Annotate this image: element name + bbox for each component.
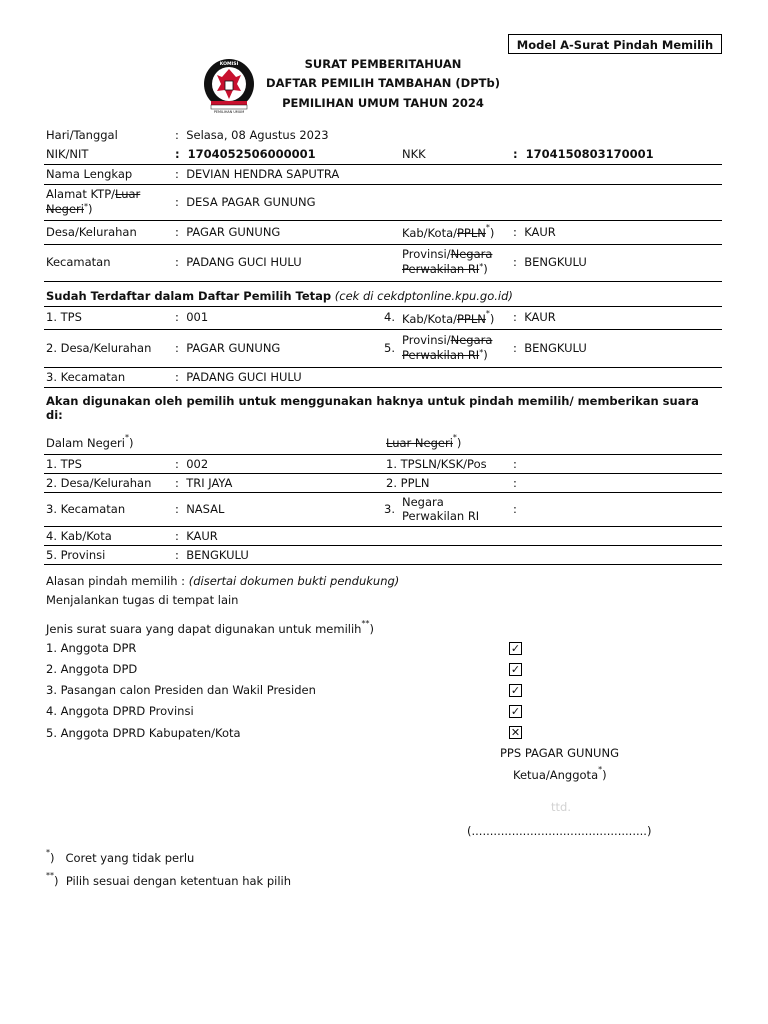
abroad-label: Luar Negeri*)	[386, 433, 462, 450]
registered-district-label: 3. Kecamatan	[46, 370, 126, 384]
divider	[44, 244, 722, 245]
district-label: Kecamatan	[46, 255, 111, 269]
ballot-item-dprd-regency: 5. Anggota DPRD Kabupaten/Kota	[46, 726, 241, 740]
address-value: : DESA PAGAR GUNUNG	[175, 195, 316, 209]
signature-name-line: (................................................)	[467, 824, 652, 838]
title-line-1: SURAT PEMBERITAHUAN	[304, 57, 462, 71]
name-label: Nama Lengkap	[46, 167, 133, 181]
village-value: : PAGAR GUNUNG	[175, 225, 281, 239]
divider	[44, 454, 722, 455]
destination-heading: Akan digunakan oleh pemilih untuk menggunakan haknya untuk pindah memilih/ memberikan suara di:	[46, 394, 699, 422]
svg-text:KOMISI: KOMISI	[219, 62, 239, 67]
dest-ppln-colon: :	[513, 476, 517, 490]
divider	[44, 306, 722, 307]
registered-prov-number: 5.	[384, 341, 395, 355]
title-line-2: DAFTAR PEMILIH TAMBAHAN (DPTb)	[266, 76, 500, 90]
address-label: Alamat KTP/Luar Negeri*)	[46, 187, 141, 216]
dest-kab-label: 4. Kab/Kota	[46, 529, 112, 543]
ballot-checkbox-dprd-province[interactable]: ✓	[510, 705, 521, 718]
district-value: : PADANG GUCI HULU	[175, 255, 302, 269]
svg-text:PEMILIHAN UMUM: PEMILIHAN UMUM	[213, 110, 245, 114]
reason-value: Menjalankan tugas di tempat lain	[46, 593, 239, 607]
registered-heading: Sudah Terdaftar dalam Daftar Pemilih Tetap (cek di cekdptonline.kpu.go.id)	[46, 289, 513, 303]
divider	[44, 564, 722, 565]
signature-ttd: ttd.	[551, 800, 571, 814]
divider	[44, 184, 722, 185]
dest-embassy-number: 3.	[384, 502, 395, 516]
dest-tps-label: 1. TPS	[46, 457, 82, 471]
ballot-item-president: 3. Pasangan calon Presiden dan Wakil Presiden	[46, 683, 316, 697]
ballot-item-dprd-province: 4. Anggota DPRD Provinsi	[46, 704, 194, 718]
dest-embassy-colon: :	[513, 502, 517, 516]
registered-kab-label: Kab/Kota/PPLN*)	[402, 309, 495, 326]
ballot-checkbox-dpr[interactable]: ✓	[510, 642, 521, 655]
registered-prov-label: Provinsi/Negara Perwakilan RI*)	[402, 333, 493, 362]
registered-tps-value: : 001	[175, 310, 209, 324]
divider	[44, 367, 722, 368]
province-label: Provinsi/Negara Perwakilan RI*)	[402, 247, 493, 276]
registered-tps-label: 1. TPS	[46, 310, 82, 324]
ballot-checkbox-dprd-regency[interactable]: ✕	[510, 726, 521, 739]
date-value: : Selasa, 08 Agustus 2023	[175, 128, 329, 142]
nik-value: : 1704052506000001	[175, 147, 316, 161]
dest-district-label: 3. Kecamatan	[46, 502, 126, 516]
kab-value: : KAUR	[513, 225, 556, 239]
dest-kab-value: : KAUR	[175, 529, 218, 543]
name-value: : DEVIAN HENDRA SAPUTRA	[175, 167, 340, 181]
nik-label: NIK/NIT	[46, 147, 89, 161]
divider	[44, 164, 722, 165]
title-line-3: PEMILIHAN UMUM TAHUN 2024	[282, 96, 484, 110]
form-model-label: Model A-Surat Pindah Memilih	[508, 34, 722, 54]
divider	[44, 220, 722, 221]
registered-prov-value: : BENGKULU	[513, 341, 587, 355]
ballot-item-dpr: 1. Anggota DPR	[46, 641, 137, 655]
kpu-logo	[203, 57, 255, 114]
ballot-heading: Jenis surat suara yang dapat digunakan untuk memilih**)	[46, 619, 374, 636]
divider	[44, 492, 722, 493]
registered-village-label: 2. Desa/Kelurahan	[46, 341, 152, 355]
dest-village-label: 2. Desa/Kelurahan	[46, 476, 152, 490]
signature-org: PPS PAGAR GUNUNG	[500, 746, 619, 760]
ballot-checkbox-dpd[interactable]: ✓	[510, 663, 521, 676]
divider	[44, 329, 722, 330]
divider	[44, 473, 722, 474]
registered-kab-number: 4.	[384, 310, 395, 324]
dest-prov-value: : BENGKULU	[175, 548, 249, 562]
dest-district-value: : NASAL	[175, 502, 225, 516]
date-label: Hari/Tanggal	[46, 128, 118, 142]
divider	[44, 526, 722, 527]
registered-district-value: : PADANG GUCI HULU	[175, 370, 302, 384]
dest-ppln-label: 2. PPLN	[386, 476, 430, 490]
dest-tpsln-colon: :	[513, 457, 517, 471]
domestic-label: Dalam Negeri*)	[46, 433, 134, 450]
registered-village-value: : PAGAR GUNUNG	[175, 341, 281, 355]
nkk-value: : 1704150803170001	[513, 147, 654, 161]
divider	[44, 387, 722, 388]
ballot-item-dpd: 2. Anggota DPD	[46, 662, 138, 676]
nkk-label: NKK	[402, 147, 426, 161]
signature-role: Ketua/Anggota*)	[513, 765, 607, 782]
footnote-1: *) Coret yang tidak perlu	[46, 848, 195, 865]
dest-tpsln-label: 1. TPSLN/KSK/Pos	[386, 457, 487, 471]
province-value: : BENGKULU	[513, 255, 587, 269]
dest-prov-label: 5. Provinsi	[46, 548, 106, 562]
dest-tps-value: : 002	[175, 457, 209, 471]
divider	[44, 281, 722, 282]
dest-embassy-label: Negara Perwakilan RI	[402, 495, 480, 523]
registered-kab-value: : KAUR	[513, 310, 556, 324]
reason-label: Alasan pindah memilih : (disertai dokumen bukti pendukung)	[46, 574, 400, 588]
dest-village-value: : TRI JAYA	[175, 476, 233, 490]
kab-label: Kab/Kota/PPLN*)	[402, 223, 495, 240]
ballot-checkbox-president[interactable]: ✓	[510, 684, 521, 697]
village-label: Desa/Kelurahan	[46, 225, 137, 239]
divider	[44, 545, 722, 546]
footnote-2: **) Pilih sesuai dengan ketentuan hak pilih	[46, 871, 292, 888]
